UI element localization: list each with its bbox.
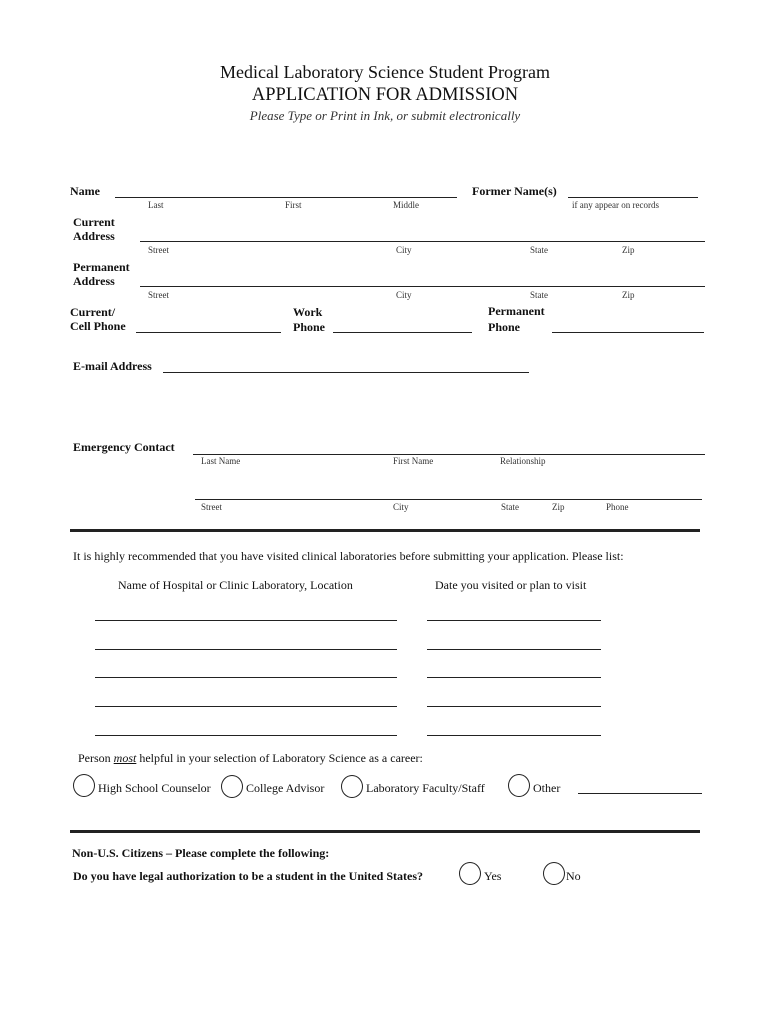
cell-phone-label-1: Current/ bbox=[70, 305, 116, 319]
visit-date-line[interactable] bbox=[427, 677, 601, 678]
name-field[interactable] bbox=[115, 183, 455, 197]
email-label: E-mail Address bbox=[73, 359, 152, 373]
permanent-phone-label-2: Phone bbox=[488, 320, 521, 334]
emergency-address-line bbox=[195, 499, 702, 500]
current-address-caption-state: State bbox=[530, 245, 548, 255]
current-address-caption-street: Street bbox=[148, 245, 169, 255]
former-name-caption: if any appear on records bbox=[572, 200, 659, 210]
name-caption-middle: Middle bbox=[393, 200, 419, 210]
other-specify-field[interactable] bbox=[578, 779, 700, 793]
visit-date-line[interactable] bbox=[427, 620, 601, 621]
work-phone-field[interactable] bbox=[333, 318, 471, 332]
radio-other[interactable] bbox=[508, 774, 530, 797]
visit-date-line[interactable] bbox=[427, 735, 601, 736]
permanent-address-line bbox=[140, 286, 705, 287]
work-phone-line bbox=[333, 332, 472, 333]
emergency-address-field[interactable] bbox=[195, 485, 700, 499]
visit-hospital-line[interactable] bbox=[95, 620, 397, 621]
helpful-prefix: Person bbox=[78, 751, 114, 765]
permanent-address-label-2: Address bbox=[73, 274, 115, 288]
radio-laboratory-faculty[interactable] bbox=[341, 775, 363, 798]
helpful-question bbox=[78, 751, 423, 766]
form-subtitle: APPLICATION FOR ADMISSION bbox=[251, 85, 519, 105]
form-instructions: Please Type or Print in Ink, or submit electronically bbox=[249, 108, 521, 123]
name-caption-first: First bbox=[285, 200, 302, 210]
option-other: Other bbox=[533, 781, 561, 795]
visit-date-line[interactable] bbox=[427, 649, 601, 650]
emergency-caption-zip: Zip bbox=[552, 502, 565, 512]
current-address-caption-city: City bbox=[396, 245, 412, 255]
option-yes: Yes bbox=[484, 869, 502, 883]
name-caption-last: Last bbox=[148, 200, 164, 210]
radio-yes[interactable] bbox=[459, 862, 481, 885]
permanent-address-caption-state: State bbox=[530, 290, 548, 300]
emergency-caption-phone: Phone bbox=[606, 502, 629, 512]
name-label: Name bbox=[70, 184, 100, 198]
cell-phone-line bbox=[136, 332, 281, 333]
emergency-contact-line bbox=[193, 454, 705, 455]
current-address-line bbox=[140, 241, 705, 242]
permanent-address-caption-city: City bbox=[396, 290, 412, 300]
emergency-caption-first-name: First Name bbox=[393, 456, 434, 466]
permanent-phone-field[interactable] bbox=[552, 318, 703, 332]
former-name-line bbox=[568, 197, 698, 198]
helpful-emphasis: most bbox=[113, 751, 137, 765]
former-name-field[interactable] bbox=[568, 183, 698, 197]
work-phone-label-2: Phone bbox=[293, 320, 326, 334]
visits-column-date: Date you visited or plan to visit bbox=[435, 578, 587, 592]
radio-no[interactable] bbox=[543, 862, 565, 885]
section-divider-2 bbox=[70, 830, 700, 833]
radio-college-advisor[interactable] bbox=[221, 775, 243, 798]
form-title: Medical Laboratory Science Student Program bbox=[220, 62, 550, 82]
cell-phone-field[interactable] bbox=[136, 318, 280, 332]
visit-hospital-line[interactable] bbox=[95, 649, 397, 650]
current-address-label-1: Current bbox=[73, 215, 115, 229]
visits-instruction: It is highly recommended that you have visited clinical laboratories before submitting your application. Please list: bbox=[73, 549, 624, 563]
emergency-contact-label: Emergency Contact bbox=[73, 440, 175, 454]
work-phone-label-1: Work bbox=[293, 305, 323, 319]
cell-phone-label-2: Cell Phone bbox=[70, 319, 126, 333]
legal-authorization-question: Do you have legal authorization to be a student in the United States? bbox=[73, 869, 424, 883]
permanent-phone-line bbox=[552, 332, 704, 333]
permanent-address-label-1: Permanent bbox=[73, 260, 130, 274]
permanent-address-field[interactable] bbox=[140, 272, 702, 286]
permanent-address-caption-zip: Zip bbox=[622, 290, 635, 300]
email-line bbox=[163, 372, 529, 373]
helpful-suffix: helpful in your selection of Laboratory Science as a career: bbox=[136, 751, 423, 765]
visit-hospital-line[interactable] bbox=[95, 735, 397, 736]
email-field[interactable] bbox=[163, 358, 527, 372]
emergency-caption-last-name: Last Name bbox=[201, 456, 241, 466]
radio-high-school-counselor[interactable] bbox=[73, 774, 95, 797]
emergency-caption-city: City bbox=[393, 502, 409, 512]
permanent-address-caption-street: Street bbox=[148, 290, 169, 300]
current-address-field[interactable] bbox=[140, 227, 702, 241]
option-college-advisor: College Advisor bbox=[246, 781, 325, 795]
visits-column-hospital: Name of Hospital or Clinic Laboratory, Location bbox=[118, 578, 353, 592]
option-laboratory-faculty: Laboratory Faculty/Staff bbox=[366, 781, 485, 795]
visit-hospital-line[interactable] bbox=[95, 677, 397, 678]
emergency-caption-state: State bbox=[501, 502, 519, 512]
visit-hospital-line[interactable] bbox=[95, 706, 397, 707]
option-no: No bbox=[566, 869, 581, 883]
permanent-phone-label-1: Permanent bbox=[488, 304, 545, 318]
name-line bbox=[115, 197, 457, 198]
visit-date-line[interactable] bbox=[427, 706, 601, 707]
emergency-caption-relationship: Relationship bbox=[500, 456, 546, 466]
section-divider-1 bbox=[70, 529, 700, 532]
option-high-school-counselor: High School Counselor bbox=[98, 781, 211, 795]
other-specify-line bbox=[578, 793, 702, 794]
former-name-label: Former Name(s) bbox=[472, 184, 557, 198]
current-address-label-2: Address bbox=[73, 229, 115, 243]
current-address-caption-zip: Zip bbox=[622, 245, 635, 255]
emergency-contact-field[interactable] bbox=[193, 439, 703, 453]
non-us-heading: Non-U.S. Citizens – Please complete the following: bbox=[72, 846, 330, 860]
emergency-caption-street: Street bbox=[201, 502, 222, 512]
